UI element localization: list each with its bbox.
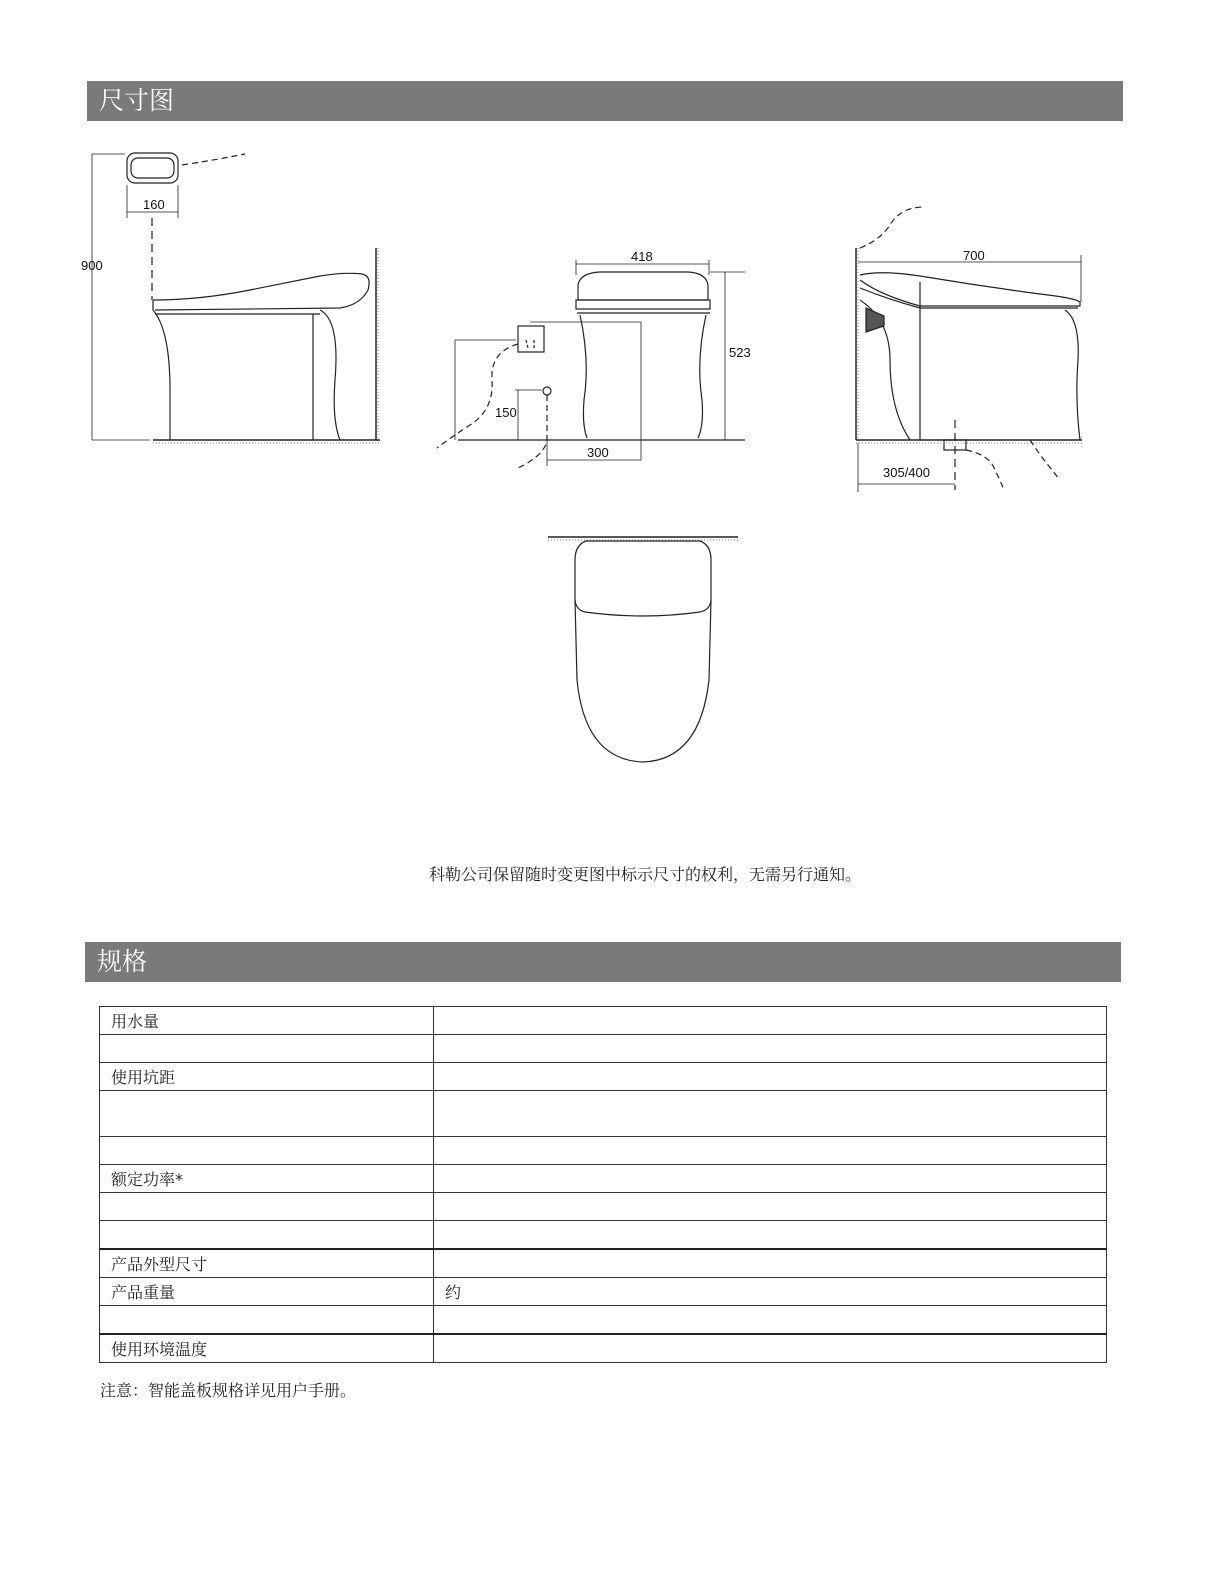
specs-section-title: 规格 xyxy=(97,947,148,976)
spec-label: 使用坑距 xyxy=(100,1063,434,1091)
spec-value xyxy=(434,1063,1107,1091)
spec-value xyxy=(434,1334,1107,1363)
spec-label xyxy=(100,1193,434,1221)
table-row xyxy=(100,1249,1107,1278)
spec-label: 产品外型尺寸 xyxy=(100,1249,434,1278)
dimension-disclaimer: 科勒公司保留随时变更图中标示尺寸的权利，无需另行通知。 xyxy=(428,865,861,884)
specs-section-header xyxy=(85,942,1121,982)
spec-value xyxy=(434,1035,1107,1063)
table-row xyxy=(100,1334,1107,1363)
spec-value xyxy=(434,1193,1107,1221)
spec-label xyxy=(100,1221,434,1250)
table-row xyxy=(100,1221,1107,1250)
spec-label: 用水量 xyxy=(100,1007,434,1035)
side-view-drawing xyxy=(92,153,380,443)
dimensions-section-title: 尺寸图 xyxy=(99,86,175,115)
table-row xyxy=(100,1193,1107,1221)
spec-value xyxy=(434,1249,1107,1278)
spec-label: 使用环境温度 xyxy=(100,1334,434,1363)
spec-label xyxy=(100,1306,434,1335)
spec-label xyxy=(100,1035,434,1063)
table-row xyxy=(100,1137,1107,1165)
table-row xyxy=(100,1091,1107,1137)
spec-table xyxy=(99,1006,1107,1363)
dim-160-label: 160 xyxy=(143,197,165,212)
spec-value xyxy=(434,1165,1107,1193)
spec-value: 约 xyxy=(434,1278,1107,1306)
spec-value xyxy=(434,1007,1107,1035)
table-row xyxy=(100,1278,1107,1306)
dim-305-400-label: 305/400 xyxy=(883,465,930,480)
top-view-drawing xyxy=(548,537,738,762)
spec-value xyxy=(434,1091,1107,1137)
spec-label: 额定功率* xyxy=(100,1165,434,1193)
spec-label: 产品重量 xyxy=(100,1278,434,1306)
spec-value xyxy=(434,1221,1107,1250)
dim-700-label: 700 xyxy=(963,248,985,263)
front-view-drawing xyxy=(437,260,745,468)
dim-300-label: 300 xyxy=(587,445,609,460)
dim-523-label: 523 xyxy=(729,345,751,360)
table-row xyxy=(100,1035,1107,1063)
table-row xyxy=(100,1007,1107,1035)
dim-150-label: 150 xyxy=(495,405,517,420)
table-row xyxy=(100,1306,1107,1335)
spec-label xyxy=(100,1091,434,1137)
table-row xyxy=(100,1063,1107,1091)
spec-value xyxy=(434,1306,1107,1335)
table-row xyxy=(100,1165,1107,1193)
spec-note: 注意：智能盖板规格详见用户手册。 xyxy=(100,1381,357,1400)
dim-900-label: 900 xyxy=(81,258,103,273)
dim-418-label: 418 xyxy=(631,249,653,264)
spec-label xyxy=(100,1137,434,1165)
spec-value xyxy=(434,1137,1107,1165)
